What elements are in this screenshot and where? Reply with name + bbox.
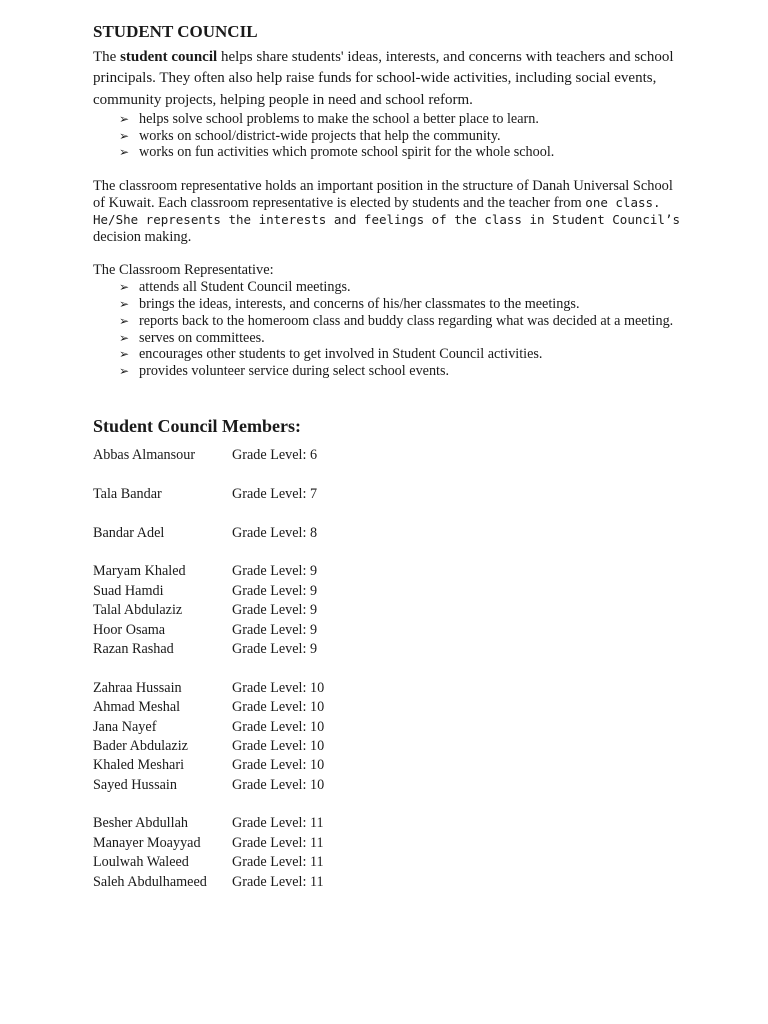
member-name: Saleh Abdulhameed — [93, 873, 207, 890]
representative-paragraph: The classroom representative holds an important position in the structure of Danah Universal School of Kuwait. Each classroom representative is elected by students and the teacher from one class. He/She represents the interests and feelings of the class in Student Council’s decision making. — [93, 178, 680, 245]
member-name: Talal Abdulaziz — [93, 602, 183, 619]
member-name: Loulwah Waleed — [93, 854, 189, 871]
intro-paragraph — [93, 47, 683, 111]
arrow-bullet-icon: ➢ — [119, 330, 130, 345]
member-grade: Grade Level: 10 — [232, 718, 325, 735]
member-group — [93, 485, 683, 504]
member-name: Bader Abdulaziz — [93, 737, 188, 754]
list-item: ➢ helps solve school problems to make the school a better place to learn. — [119, 110, 539, 127]
members-list — [93, 446, 683, 892]
member-name: Sayed Hussain — [93, 776, 177, 793]
member-grade: Grade Level: 11 — [232, 873, 324, 890]
member-grade: Grade Level: 6 — [232, 447, 318, 464]
arrow-bullet-icon: ➢ — [119, 313, 130, 328]
member-grade: Grade Level: 9 — [232, 563, 318, 580]
member-row — [93, 446, 683, 465]
list-item: ➢ works on fun activities which promote school spirit for the whole school. — [119, 144, 555, 161]
member-name: Bandar Adel — [93, 524, 165, 541]
member-group — [93, 524, 683, 543]
member-name: Ahmad Meshal — [93, 699, 181, 716]
member-grade: Grade Level: 10 — [232, 776, 325, 793]
arrow-bullet-icon: ➢ — [119, 111, 130, 126]
representative-bullet-list — [93, 279, 683, 380]
member-grade: Grade Level: 11 — [232, 834, 324, 851]
arrow-bullet-icon: ➢ — [119, 347, 130, 362]
arrow-bullet-icon: ➢ — [119, 297, 130, 312]
member-group — [93, 679, 683, 795]
member-name: Manayer Moayyad — [93, 834, 201, 851]
list-item: ➢ serves on committees. — [119, 329, 265, 346]
list-item: ➢ reports back to the homeroom class and buddy class regarding what was decided at a meeting. — [119, 312, 674, 329]
list-item: ➢ works on school/district-wide projects that help the community. — [119, 127, 501, 144]
member-row — [93, 873, 683, 892]
member-row — [93, 640, 683, 659]
arrow-bullet-icon: ➢ — [119, 280, 130, 295]
member-group — [93, 814, 683, 892]
member-grade: Grade Level: 9 — [232, 582, 318, 599]
intro-bold-term: student council — [120, 49, 218, 65]
page-title: STUDENT COUNCIL — [93, 22, 258, 41]
member-grade: Grade Level: 8 — [232, 524, 318, 541]
member-name: Hoor Osama — [93, 621, 166, 638]
member-name: Maryam Khaled — [93, 563, 186, 580]
member-row — [93, 679, 683, 698]
member-row — [93, 582, 683, 601]
member-grade: Grade Level: 7 — [232, 485, 318, 502]
list-item: ➢ provides volunteer service during select school events. — [119, 363, 450, 380]
list-item: ➢ attends all Student Council meetings. — [119, 279, 351, 296]
member-name: Zahraa Hussain — [93, 679, 182, 696]
intro-prefix: The — [93, 49, 121, 65]
member-grade: Grade Level: 10 — [232, 737, 325, 754]
list-item: ➢ encourages other students to get involved in Student Council activities. — [119, 346, 543, 363]
member-row — [93, 834, 683, 853]
intro-rest: helps share students' ideas, interests, and concerns with teachers and school principals. They often also help raise funds for school-wide activities, including social events, community projects, helping people in need and school reform. — [93, 49, 674, 108]
member-name: Suad Hamdi — [93, 582, 164, 599]
member-row — [93, 562, 683, 581]
document-page — [93, 22, 683, 911]
member-row — [93, 601, 683, 620]
member-group — [93, 446, 683, 465]
member-grade: Grade Level: 10 — [232, 699, 325, 716]
member-row — [93, 524, 683, 543]
member-row — [93, 718, 683, 737]
member-row — [93, 621, 683, 640]
member-grade: Grade Level: 11 — [232, 854, 324, 871]
arrow-bullet-icon: ➢ — [119, 128, 130, 143]
member-row — [93, 853, 683, 872]
members-heading: Student Council Members: — [93, 416, 301, 437]
member-name: Abbas Almansour — [93, 447, 196, 464]
member-grade: Grade Level: 11 — [232, 815, 324, 832]
member-row — [93, 737, 683, 756]
member-grade: Grade Level: 9 — [232, 640, 318, 657]
member-name: Besher Abdullah — [93, 815, 188, 832]
member-grade: Grade Level: 10 — [232, 757, 325, 774]
member-name: Jana Nayef — [93, 718, 157, 735]
representative-title: The Classroom Representative: — [93, 262, 274, 279]
arrow-bullet-icon: ➢ — [119, 364, 130, 379]
member-row — [93, 756, 683, 775]
intro-bullet-list — [93, 111, 683, 161]
member-grade: Grade Level: 10 — [232, 679, 325, 696]
member-grade: Grade Level: 9 — [232, 621, 318, 638]
member-name: Tala Bandar — [93, 485, 162, 502]
arrow-bullet-icon: ➢ — [119, 145, 130, 160]
member-row — [93, 776, 683, 795]
member-group — [93, 562, 683, 659]
member-row — [93, 485, 683, 504]
member-grade: Grade Level: 9 — [232, 602, 318, 619]
member-name: Khaled Meshari — [93, 757, 185, 774]
member-row — [93, 814, 683, 833]
list-item: ➢ brings the ideas, interests, and concerns of his/her classmates to the meetings. — [119, 296, 580, 313]
member-name: Razan Rashad — [93, 640, 174, 657]
member-row — [93, 698, 683, 717]
